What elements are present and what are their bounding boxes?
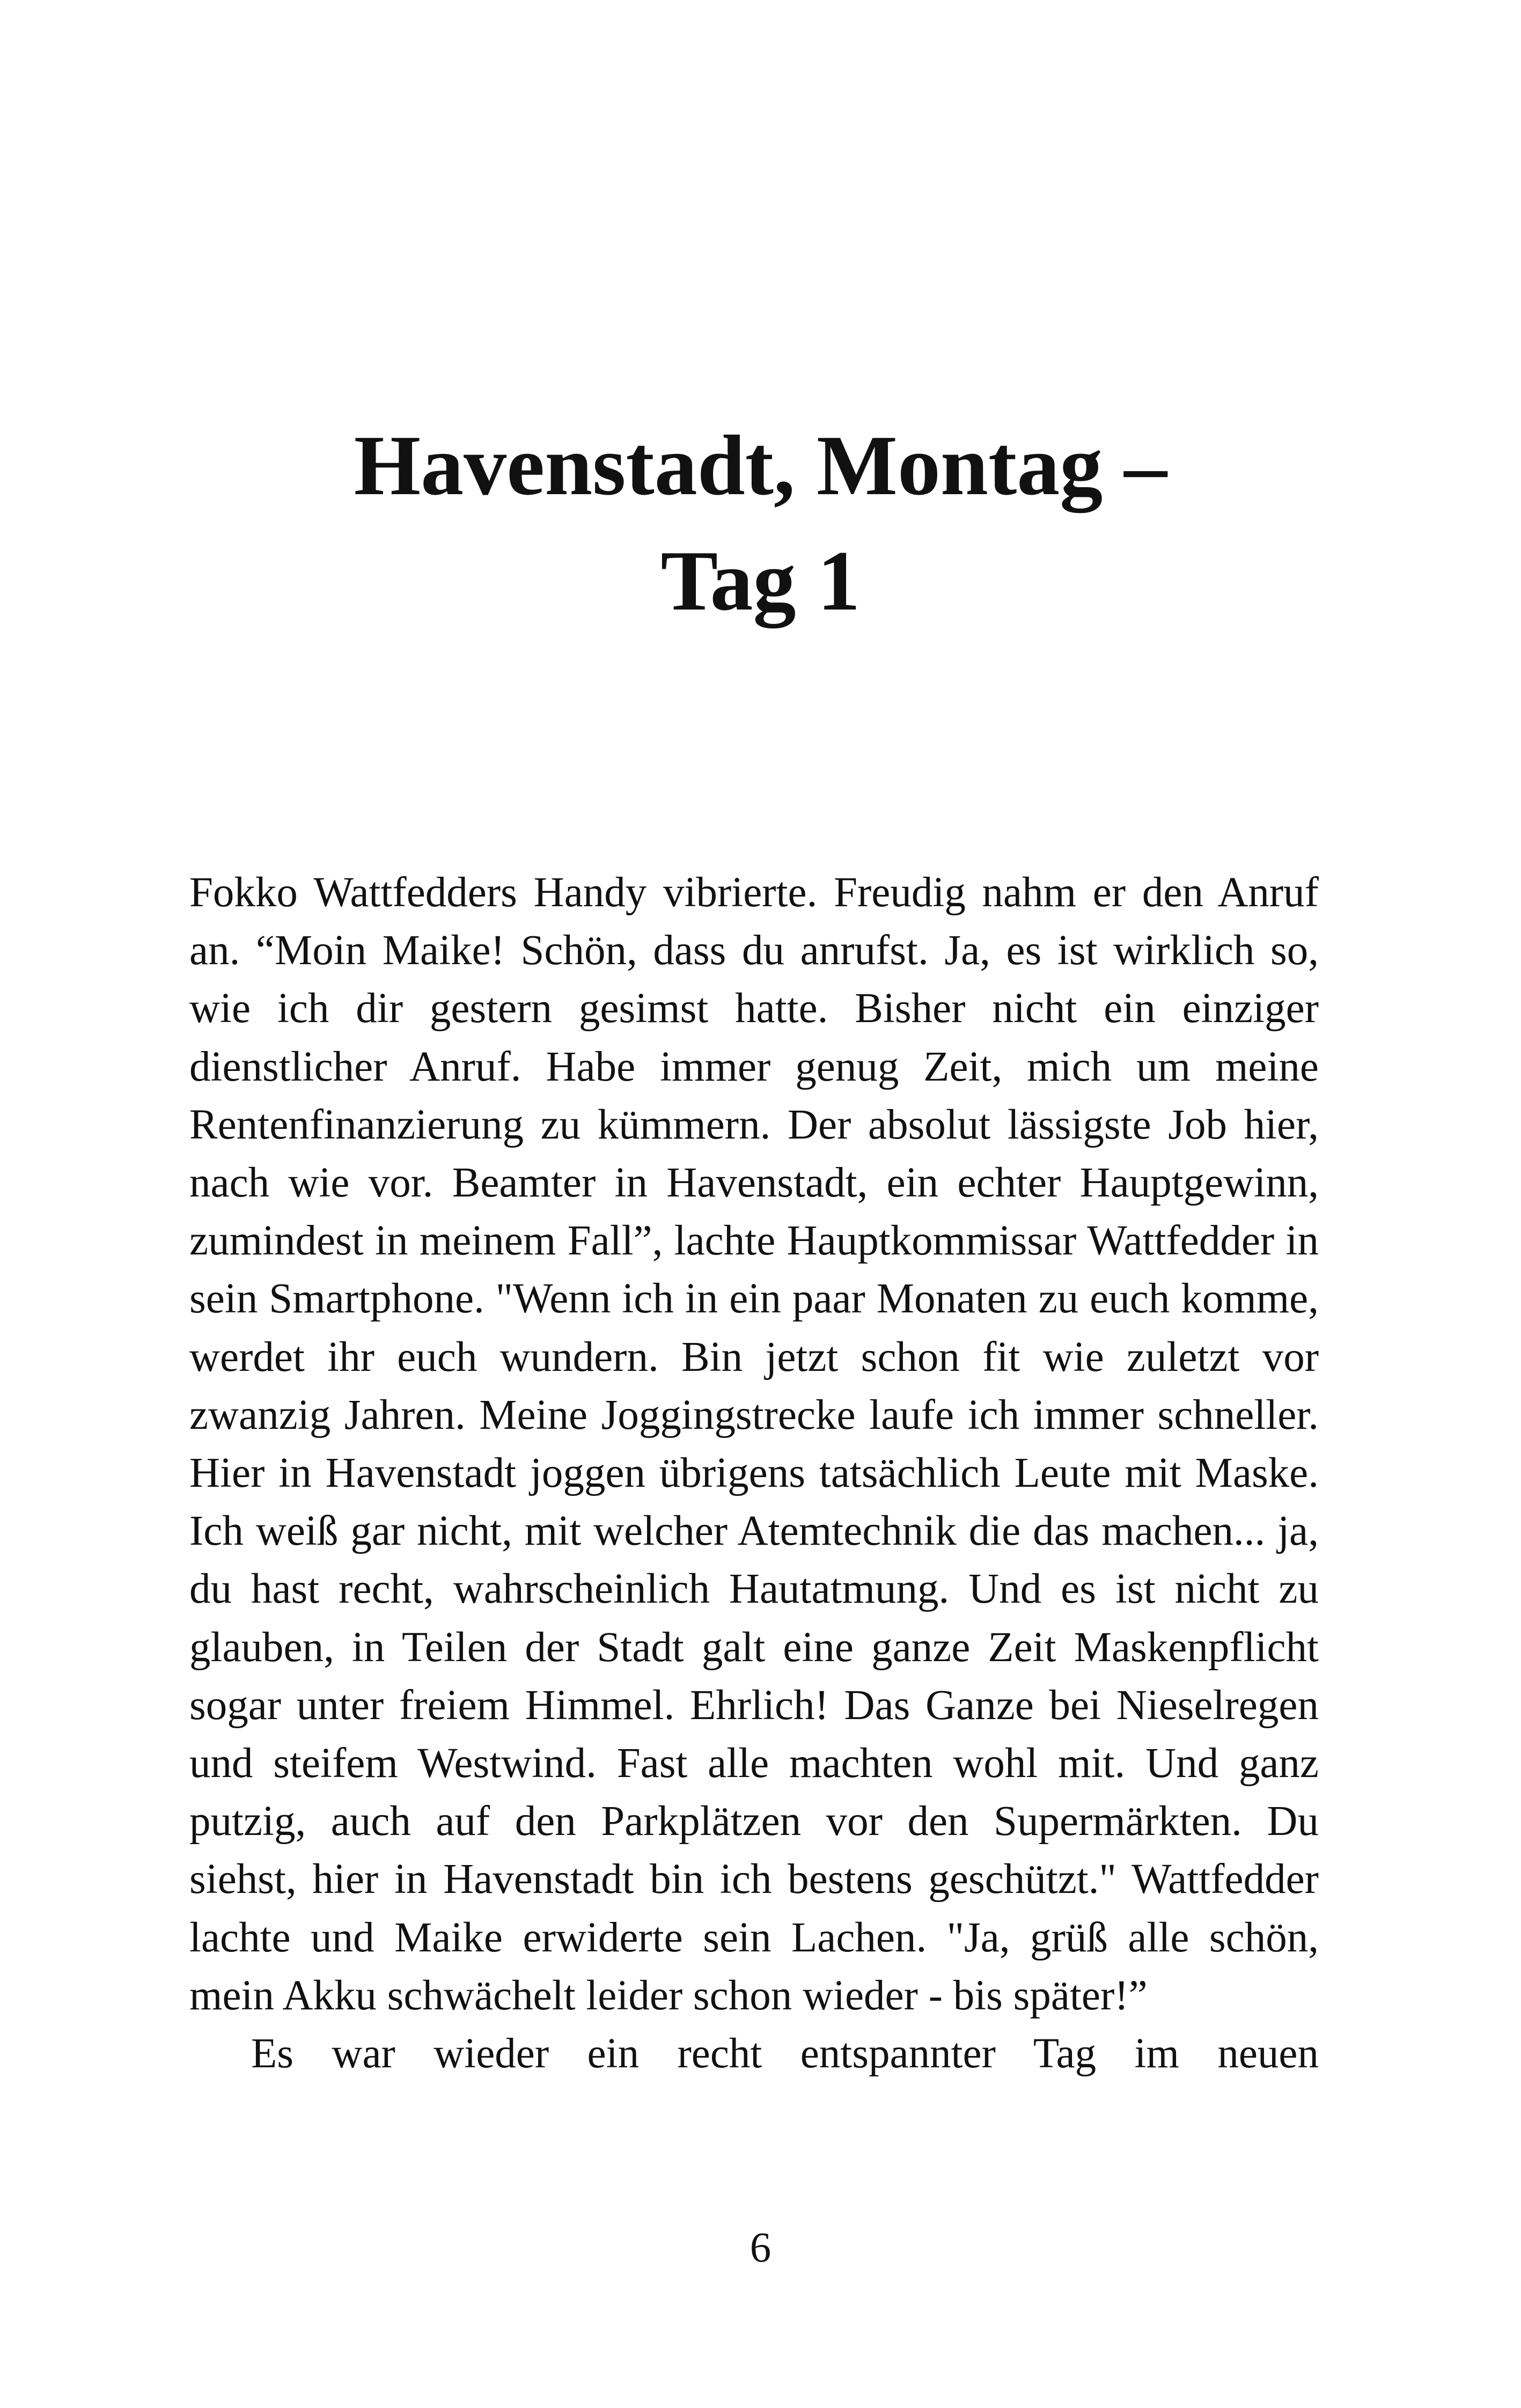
page-number: 6 <box>750 2225 771 2271</box>
chapter-title-line-1: Havenstadt, Montag – <box>354 417 1167 513</box>
chapter-title <box>0 408 1521 638</box>
paragraph-2: Es war wieder ein recht entspannter Tag im neuen <box>251 2030 1319 2077</box>
chapter-body <box>189 864 1319 2083</box>
paragraph-1: Fokko Wattfedders Handy vibrierte. Freudig nahm er den Anruf an. “Moin Maike! Schön, dass du anrufst. Ja, es ist wirklich so, wie ich dir gestern gesimst hatte. Bisher nicht ein einziger dienstlicher Anruf. Habe immer genug Zeit, mich um meine Rentenfinanzierung zu kümmern. Der absolut lässigste Job hier, nach wie vor. Beamter in Havenstadt, ein echter Hauptgewinn, zumindest in meinem Fall”, lachte Hauptkommissar Wattfedder in sein Smartphone. "Wenn ich in ein paar Monaten zu euch komme, werdet ihr euch wundern. Bin jetzt schon fit wie zuletzt vor zwanzig Jahren. Meine Joggingstrecke laufe ich immer schneller. Hier in Havenstadt joggen übrigens tatsächlich Leute mit Maske. Ich weiß gar nicht, mit welcher Atemtechnik die das machen... ja, du hast recht, wahrscheinlich Hautatmung. Und es ist nicht zu glauben, in Teilen der Stadt galt eine ganze Zeit Maskenpflicht sogar unter freiem Himmel. Ehrlich! Das Ganze bei Nieselregen und steifem Westwind. Fast alle machten wohl mit. Und ganz putzig, auch auf den Parkplätzen vor den Supermärkten. Du siehst, hier in Havenstadt bin ich bestens geschützt." Wattfedder lachte und Maike erwiderte sein Lachen. "Ja, grüß alle schön, mein Akku schwächelt leider schon wieder - bis später!” <box>189 869 1319 2019</box>
chapter-title-line-2: Tag 1 <box>660 533 861 628</box>
